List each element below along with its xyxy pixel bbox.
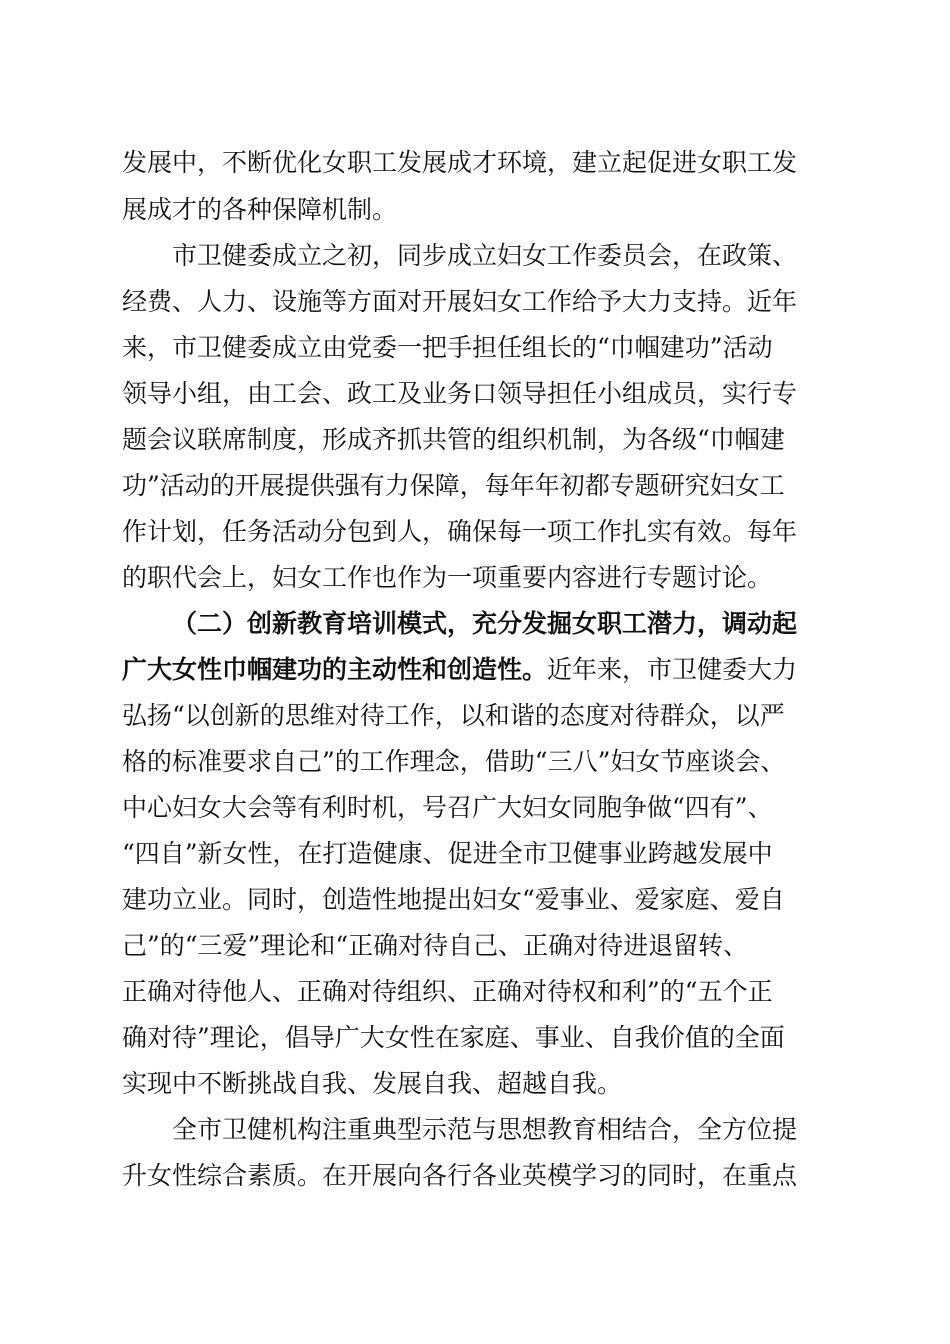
paragraph-start-line: 市卫健委成立之初，同步成立妇女工作委员会，在政策、 bbox=[172, 241, 798, 270]
text-line: 确对待”理论，倡导广大女性在家庭、事业、自我价值的全面 bbox=[122, 1023, 785, 1052]
text-line: 发展中，不断优化女职工发展成才环境，建立起促进女职工发 bbox=[122, 148, 798, 177]
text-line: 作计划，任务活动分包到人，确保每一项工作扎实有效。每年 bbox=[122, 517, 798, 546]
text-line: 题会议联席制度，形成齐抓共管的组织机制，为各级“巾帼建 bbox=[122, 425, 785, 454]
text-line: 实现中不断挑战自我、发展自我、超越自我。 bbox=[122, 1069, 623, 1098]
text-line: 来，市卫健委成立由党委一把手担任组长的“巾帼建功”活动 bbox=[122, 333, 773, 362]
text-line: 中心妇女大会等有利时机，号召广大妇女同胞争做“四有”、 bbox=[122, 793, 773, 822]
section-heading-end: 广大女性巾帼建功的主动性和创造性。 bbox=[122, 655, 548, 684]
text-line: 升女性综合素质。在开展向各行各业英模学习的同时，在重点 bbox=[122, 1161, 798, 1190]
paragraph-start-line: 全市卫健机构注重典型示范与思想教育相结合，全方位提 bbox=[172, 1115, 798, 1144]
section-heading-line: （二）创新教育培训模式，充分发掘女职工潜力，调动起 bbox=[172, 609, 798, 638]
text-line: 展成才的各种保障机制。 bbox=[122, 195, 398, 224]
text-line: 领导小组，由工会、政工及业务口领导担任小组成员，实行专 bbox=[122, 379, 798, 408]
section-text-start: 近年来，市卫健委大力 bbox=[547, 655, 798, 684]
text-line: 功”活动的开展提供强有力保障，每年年初都专题研究妇女工 bbox=[122, 471, 785, 500]
text-line: 经费、人力、设施等方面对开展妇女工作给予大力支持。近年 bbox=[122, 287, 798, 316]
section-heading-continuation bbox=[122, 646, 797, 694]
text-line: “四自”新女性，在打造健康、促进全市卫健事业跨越发展中 bbox=[122, 839, 773, 868]
text-line: 的职代会上，妇女工作也作为一项重要内容进行专题讨论。 bbox=[122, 563, 773, 592]
text-line: 己”的“三爱”理论和“正确对待自己、正确对待进退留转、 bbox=[122, 931, 749, 960]
text-line: 格的标准要求自己”的工作理念，借助“三八”妇女节座谈会、 bbox=[122, 747, 786, 776]
text-line: 正确对待他人、正确对待组织、正确对待权和利”的“五个正 bbox=[122, 977, 773, 1006]
text-line: 建功立业。同时，创造性地提出妇女“爱事业、爱家庭、爱自 bbox=[122, 885, 785, 914]
text-line: 弘扬“以创新的思维对待工作，以和谐的态度对待群众，以严 bbox=[122, 701, 785, 730]
